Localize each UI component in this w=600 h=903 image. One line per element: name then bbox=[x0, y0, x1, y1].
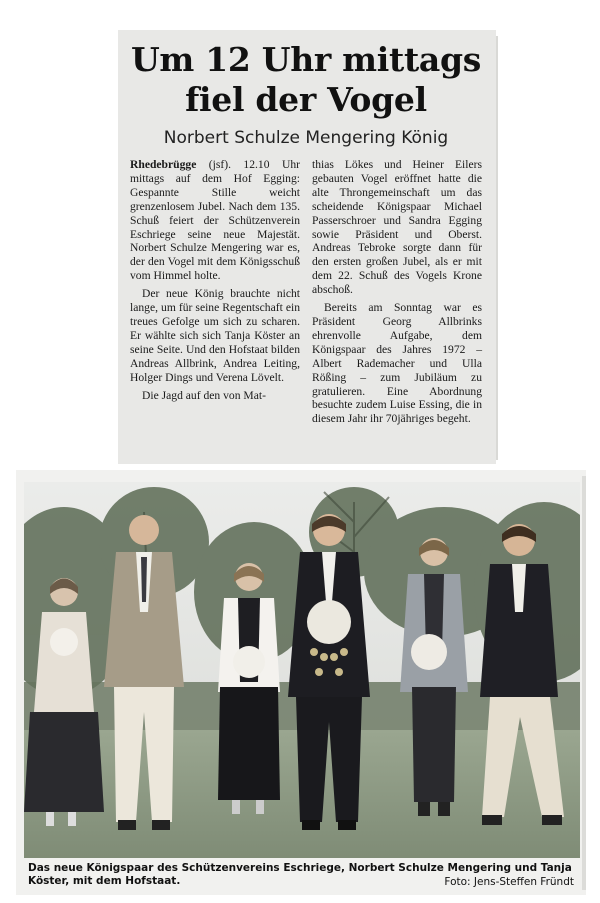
dateline: Rhedebrügge bbox=[130, 158, 197, 171]
article-paragraph: Der neue König brauchte nicht lange, um für seine Regentschaft ein treues Gefolge um sich zu scharen. Er wählte sich sich Tanja Köster an seine Seite. Und den Hofstaat bilden Andreas Allbrink, Andrea Leiting, Holger Dings und Verena Lövelt. bbox=[130, 287, 300, 384]
article-paragraph: thias Lökes und Heiner Eilers gebauten Vogel eröffnet hatte die alte Throngemeinschaft um das scheidende Königspaar Michael Passerschroer und Sandra Egging sowie Präsident und Oberst. Andreas Tebroke sorgte dann für den ersten großen Jubel, als er mit dem 22. Schuß des Vogels Krone abschoß. bbox=[312, 158, 482, 297]
headline bbox=[130, 40, 482, 120]
article-paragraph: Die Jagd auf den von Mat- bbox=[142, 388, 266, 402]
group-photo-illustration bbox=[24, 482, 580, 858]
paragraph-text: (jsf). 12.10 Uhr mittags auf dem Hof Egging: Gespannte Stille weicht grenzenlosem Jubel. Nach dem 135. Schuß feiert der Schützenverein Eschriege seine neue Majestät. Norbert Schulze Mengering war es, der den Vogel mit dem Königsschuß vom Himmel holte. bbox=[130, 158, 300, 283]
article-clipping bbox=[118, 30, 496, 464]
article-paragraph bbox=[130, 158, 300, 283]
subheadline: Norbert Schulze Mengering König bbox=[163, 128, 449, 148]
headline-line-2: fiel der Vogel bbox=[185, 80, 427, 119]
article-column-1 bbox=[130, 158, 300, 430]
photo-credit: Foto: Jens-Steffen Fründt bbox=[444, 876, 574, 888]
group-photo bbox=[24, 482, 580, 858]
photo-clipping bbox=[16, 470, 586, 895]
article-paragraph: Bereits am Sonntag war es Präsident Georg Allbrinks ehrenvolle Aufgabe, dem Königspaar des Jahres 1972 – Albert Rademacher und Ulla Rößing – zum Jubiläum zu gratulieren. Eine Abordnung besuchte zudem Luise Essing, die in diesem Jahr ihr 70jähriges begeht. bbox=[312, 301, 482, 426]
person-3 bbox=[218, 563, 280, 814]
photo-shadow bbox=[582, 476, 586, 890]
photo-caption: Das neue Königspaar des Schützenvereins Eschriege, Norbert Schulze Mengering und Tanja Köster, mit dem Hofstaat. bbox=[28, 862, 572, 887]
article-column-2 bbox=[312, 158, 482, 430]
article-columns bbox=[130, 158, 482, 430]
headline-line-1: Um 12 Uhr mittags bbox=[130, 40, 482, 79]
